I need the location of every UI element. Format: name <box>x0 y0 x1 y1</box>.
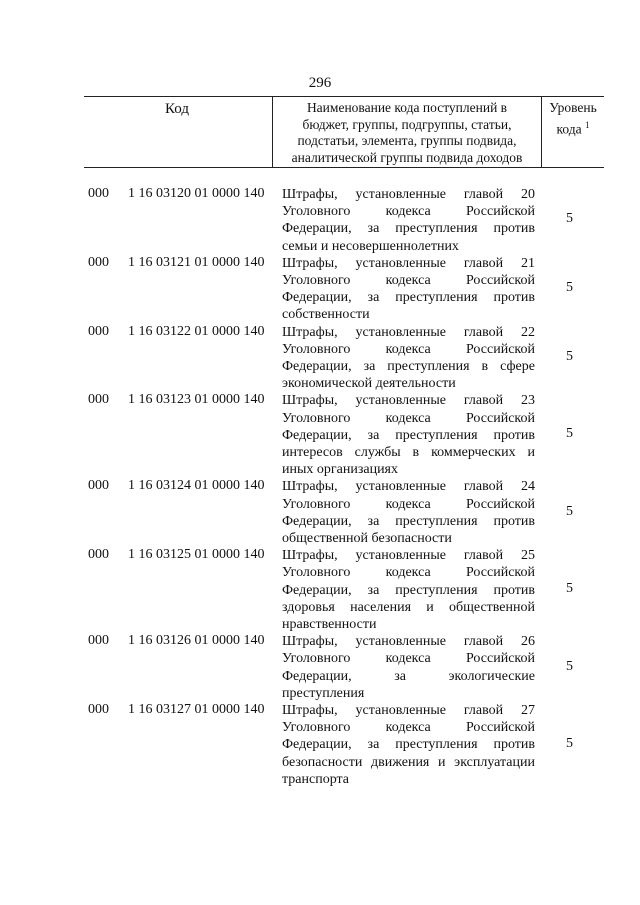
header-code: Код <box>165 101 189 117</box>
description-line: Штрафы, установленные главой 21 <box>282 255 535 271</box>
row-level: 5 <box>566 426 573 442</box>
description-line: Штрафы, установленные главой 20 <box>282 187 535 202</box>
row-description <box>282 255 535 324</box>
description-line: преступления <box>282 685 365 701</box>
header-name-line: бюджет, группы, подгруппы, статьи, <box>302 116 512 132</box>
row-prefix: 000 <box>88 478 109 494</box>
description-line: транспорта <box>282 771 350 787</box>
table-header <box>84 96 604 168</box>
row-description <box>282 547 535 633</box>
description-line: Федерации, за преступления в сфере <box>282 358 535 374</box>
description-line: Уголовного кодекса Российской <box>282 204 535 220</box>
row-level: 5 <box>566 658 573 674</box>
row-prefix: 000 <box>88 702 109 717</box>
row-description <box>282 324 535 393</box>
description-line: здоровья населения и общественной <box>282 599 535 615</box>
description-line: Уголовного кодекса Российской <box>282 565 535 581</box>
description-line: Федерации, за преступления против <box>282 221 535 237</box>
description-line: Штрафы, установленные главой 25 <box>282 548 535 564</box>
header-level-line <box>542 117 604 138</box>
row-prefix: 000 <box>88 323 109 339</box>
description-line: Уголовного кодекса Российской <box>282 496 535 512</box>
row-code: 1 16 03125 01 0000 140 <box>128 547 265 563</box>
row-description <box>282 633 535 702</box>
row-level: 5 <box>566 581 573 597</box>
header-name-line: аналитической группы подвида доходов <box>291 149 523 165</box>
description-line: безопасности движения и эксплуатации <box>282 754 535 770</box>
description-line: Уголовного кодекса Российской <box>282 651 535 667</box>
row-description <box>282 392 535 478</box>
footnote-marker: 1 <box>584 119 590 130</box>
row-prefix: 000 <box>88 633 109 649</box>
row-code: 1 16 03126 01 0000 140 <box>128 633 265 649</box>
description-line: Штрафы, установленные главой 26 <box>282 634 535 650</box>
page-number: 296 <box>308 75 332 91</box>
header-name <box>272 100 542 166</box>
description-line: Уголовного кодекса Российской <box>282 410 535 426</box>
row-prefix: 000 <box>88 392 109 408</box>
row-code: 1 16 03124 01 0000 140 <box>128 478 265 494</box>
description-line: Штрафы, установленные главой 24 <box>282 479 535 495</box>
description-line: Федерации, за преступления против <box>282 737 535 753</box>
description-line: нравственности <box>282 616 377 632</box>
row-code: 1 16 03120 01 0000 140 <box>128 186 265 201</box>
description-line: Федерации, за преступления против <box>282 582 535 598</box>
row-prefix: 000 <box>88 254 109 270</box>
header-level-word: кода <box>556 121 582 136</box>
description-line: семьи и несовершеннолетних <box>282 238 459 254</box>
row-prefix: 000 <box>88 547 109 563</box>
description-line: Федерации, за преступления против <box>282 427 535 443</box>
header-level <box>542 100 604 138</box>
row-level: 5 <box>566 211 573 227</box>
header-level-line: Уровень <box>549 100 597 115</box>
description-line: Уголовного кодекса Российской <box>282 272 535 288</box>
description-line: Штрафы, установленные главой 23 <box>282 393 535 409</box>
description-line: Федерации, за преступления против <box>282 513 535 529</box>
description-line: собственности <box>282 307 370 323</box>
description-line: Федерации, за преступления против <box>282 290 535 306</box>
header-name-line: подстатьи, элемента, группы подвида, <box>297 133 517 148</box>
description-line: Штрафы, установленные главой 22 <box>282 324 535 340</box>
description-line: экономической деятельности <box>282 376 456 392</box>
header-name-line: Наименование кода поступлений в <box>306 100 508 115</box>
description-line: Штрафы, установленные главой 27 <box>282 703 535 718</box>
row-level: 5 <box>566 348 573 364</box>
description-line: Уголовного кодекса Российской <box>282 720 535 736</box>
row-code: 1 16 03122 01 0000 140 <box>128 323 265 339</box>
row-description <box>282 478 535 547</box>
description-line: иных организациях <box>282 462 398 478</box>
row-code: 1 16 03127 01 0000 140 <box>128 702 265 717</box>
description-line: интересов службы в коммерческих и <box>282 444 535 460</box>
description-line: Уголовного кодекса Российской <box>282 341 535 357</box>
row-description <box>282 186 535 255</box>
row-code: 1 16 03121 01 0000 140 <box>128 254 265 270</box>
row-description <box>282 702 535 788</box>
row-level: 5 <box>566 280 573 296</box>
description-line: Федерации, за экологические <box>282 668 535 684</box>
row-prefix: 000 <box>88 186 109 201</box>
row-level: 5 <box>566 736 573 751</box>
description-line: общественной безопасности <box>282 530 452 546</box>
row-code: 1 16 03123 01 0000 140 <box>128 392 265 408</box>
row-level: 5 <box>566 503 573 519</box>
